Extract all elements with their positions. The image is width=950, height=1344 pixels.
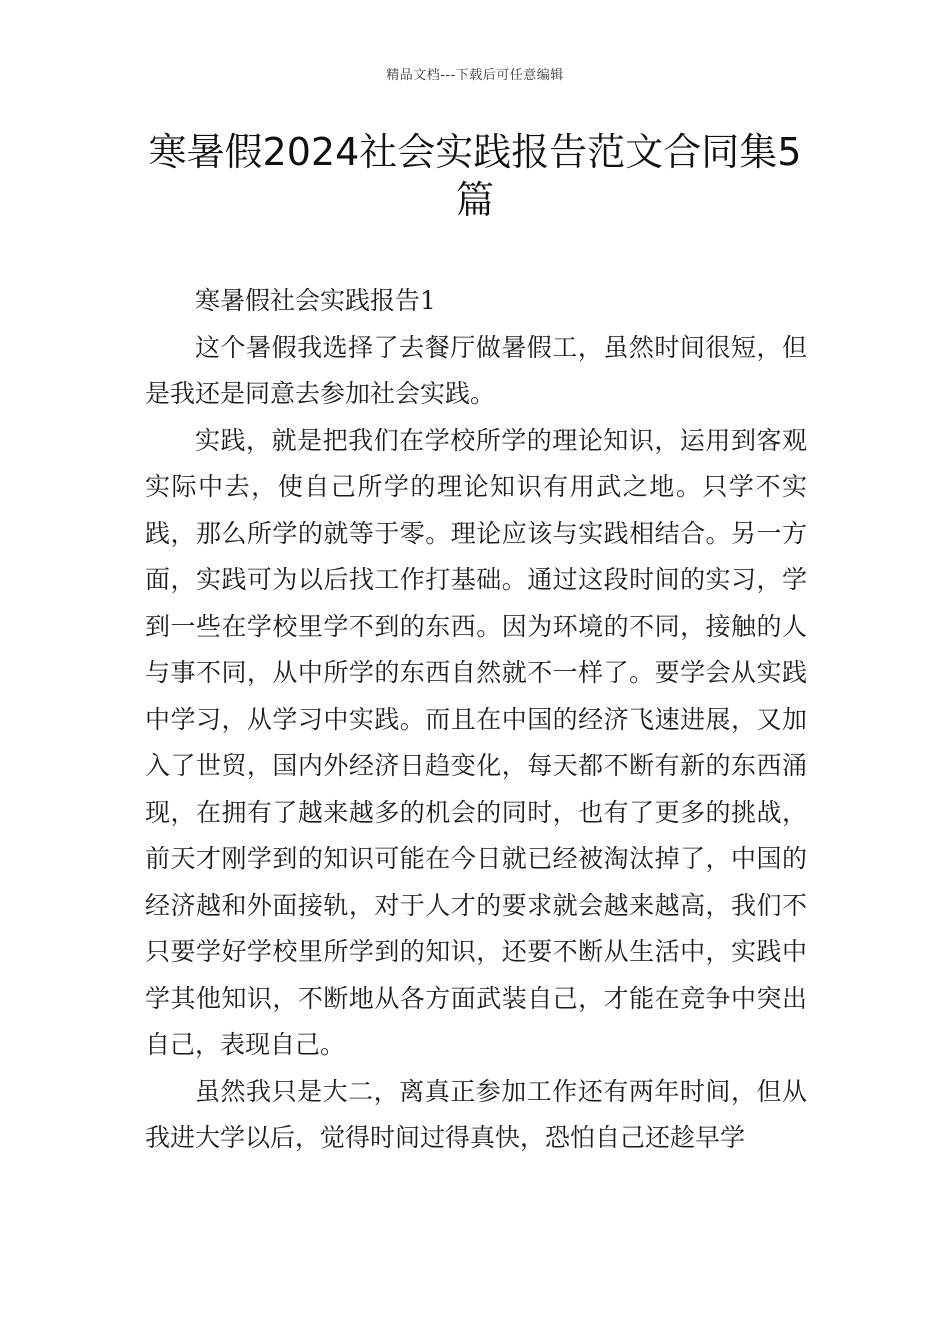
paragraph: 虽然我只是大二，离真正参加工作还有两年时间，但从我进大学以后，觉得时间过得真快，恐怕自己还趁早学 bbox=[145, 1076, 807, 1152]
document-title: 寒暑假2024社会实践报告范文合同集5篇 bbox=[148, 130, 802, 222]
document-body bbox=[145, 278, 807, 1162]
section-heading: 寒暑假社会实践报告1 bbox=[195, 286, 436, 315]
header-note: 精品文档---下载后可任意编辑 bbox=[386, 68, 564, 83]
paragraph: 实践，就是把我们在学校所学的理论知识，运用到客观实际中去，使自己所学的理论知识有用武之地。只学不实践，那么所学的就等于零。理论应该与实践相结合。另一方面，实践可为以后找工作打基础。通过这段时间的实习，学到一些在学校里学不到的东西。因为环境的不同，接触的人与事不同，从中所学的东西自然就不一样了。要学会从实践中学习，从学习中实践。而且在中国的经济飞速进展，又加入了世贸，国内外经济日趋变化，每天都不断有新的东西涌现，在拥有了越来越多的机会的同时，也有了更多的挑战，前天才刚学到的知识可能在今日就已经被淘汰掉了，中国的经济越和外面接轨，对于人才的要求就会越来越高，我们不只要学好学校里所学到的知识，还要不断从生活中，实践中学其他知识，不断地从各方面武装自己，才能在竞争中突出自己，表现自己。 bbox=[145, 425, 807, 1059]
paragraph: 这个暑假我选择了去餐厅做暑假工，虽然时间很短，但是我还是同意去参加社会实践。 bbox=[145, 332, 807, 408]
